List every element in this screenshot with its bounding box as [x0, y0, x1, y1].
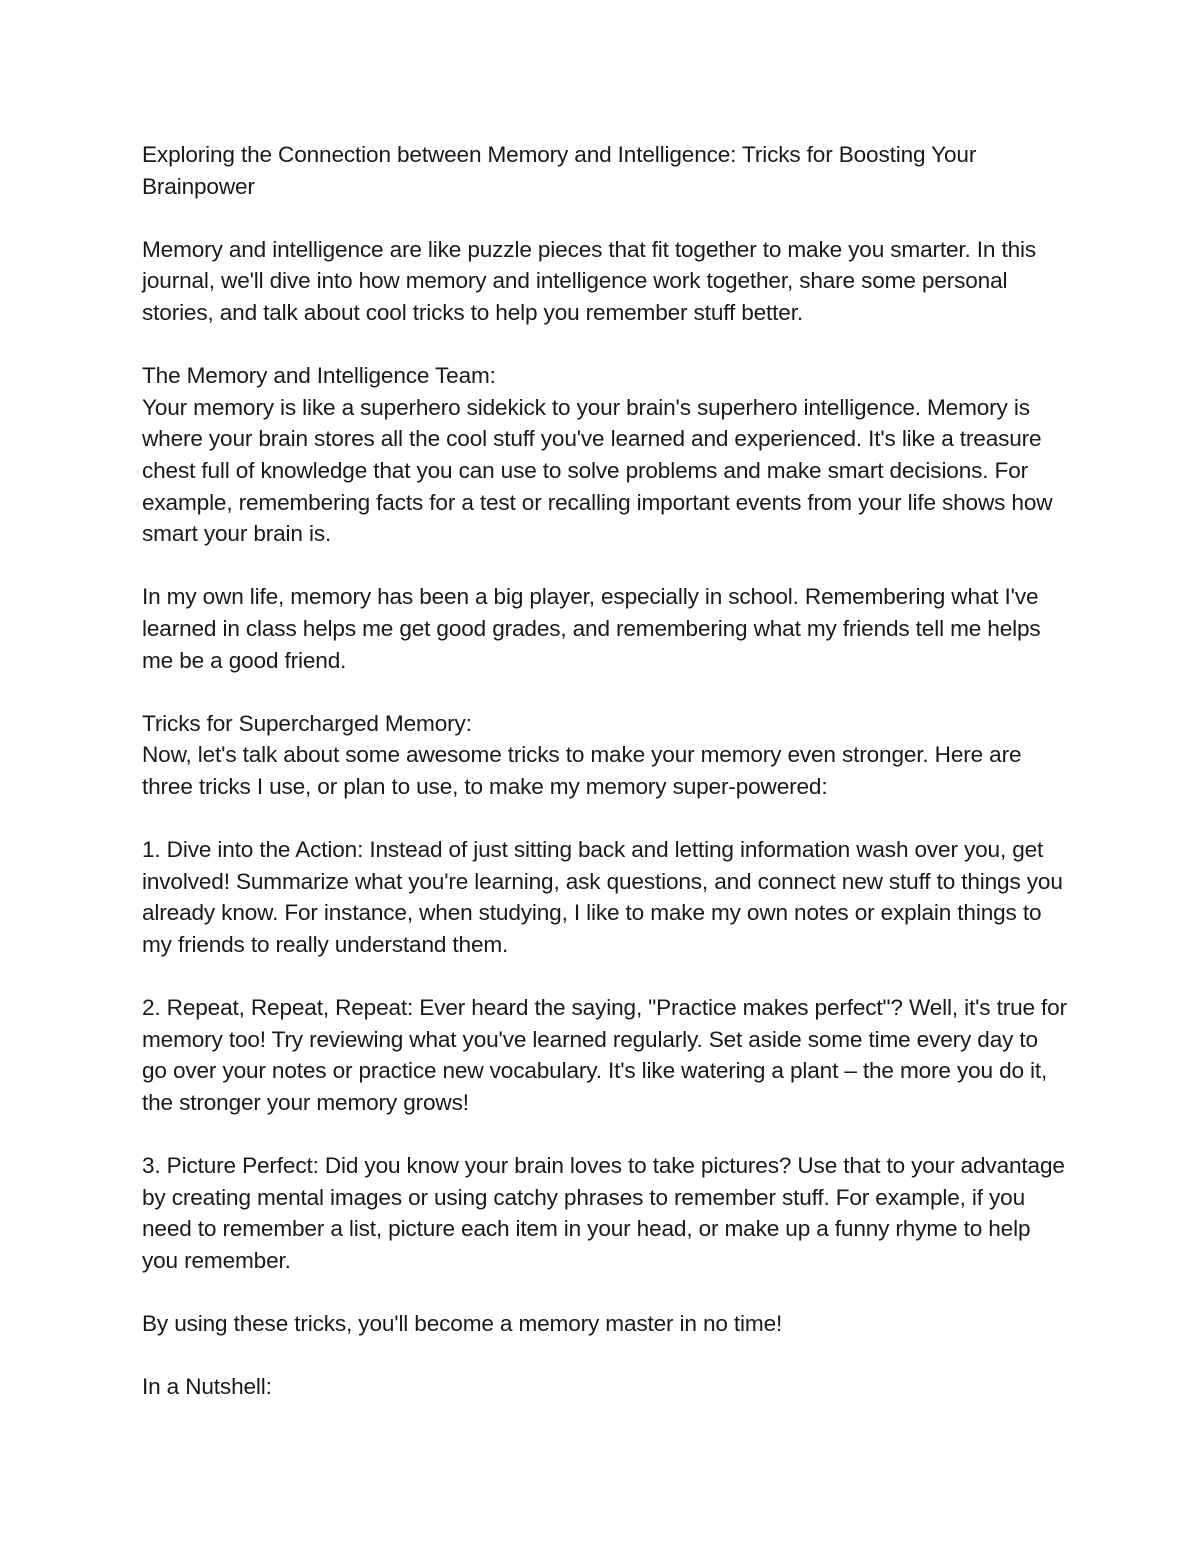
memory-team-paragraph: Your memory is like a superhero sidekick to your brain's superhero intelligence. Memory is where your brain stores all the cool stuff you've learned and experienced. It's like a treasure chest full of knowledge that you can use to solve problems and make smart decisions. For example, remembering facts for a test or recalling important events from your life shows how smart your brain is. [142, 394, 1053, 547]
section-heading-tricks: Tricks for Supercharged Memory: [142, 710, 472, 736]
document-title: Exploring the Connection between Memory and Intelligence: Tricks for Boosting Your Brainpower [142, 142, 977, 199]
tricks-intro-paragraph: Now, let's talk about some awesome tricks to make your memory even stronger. Here are three tricks I use, or plan to use, to make my memory super-powered: [142, 742, 1022, 799]
personal-story-paragraph: In my own life, memory has been a big player, especially in school. Remembering what I've learned in class helps me get good grades, and remembering what my friends tell me helps me be a good friend. [142, 584, 1041, 673]
trick-item-2: 2. Repeat, Repeat, Repeat: Ever heard the saying, "Practice makes perfect"? Well, it's true for memory too! Try reviewing what you've learned regularly. Set aside some time every day to go over your notes or practice new vocabulary. It's like watering a plant – the more you do it, the stronger your memory grows! [142, 995, 1067, 1115]
document-body [142, 139, 1067, 1434]
intro-paragraph: Memory and intelligence are like puzzle pieces that fit together to make you smarter. In this journal, we'll dive into how memory and intelligence work together, share some personal stories, and talk about cool tricks to help you remember stuff better. [142, 236, 1037, 325]
trick-item-1: 1. Dive into the Action: Instead of just sitting back and letting information wash over you, get involved! Summarize what you're learning, ask questions, and connect new stuff to things you already know. For instance, when studying, I like to make my own notes or explain things to my friends to really understand them. [142, 837, 1063, 957]
trick-item-3: 3. Picture Perfect: Did you know your brain loves to take pictures? Use that to your advantage by creating mental images or using catchy phrases to remember stuff. For example, if you need to remember a list, picture each item in your head, or make up a funny rhyme to help you remember. [142, 1153, 1065, 1273]
section-heading-nutshell: In a Nutshell: [142, 1374, 272, 1400]
section-heading-memory-team: The Memory and Intelligence Team: [142, 363, 496, 389]
closing-paragraph: By using these tricks, you'll become a memory master in no time! [142, 1310, 783, 1336]
